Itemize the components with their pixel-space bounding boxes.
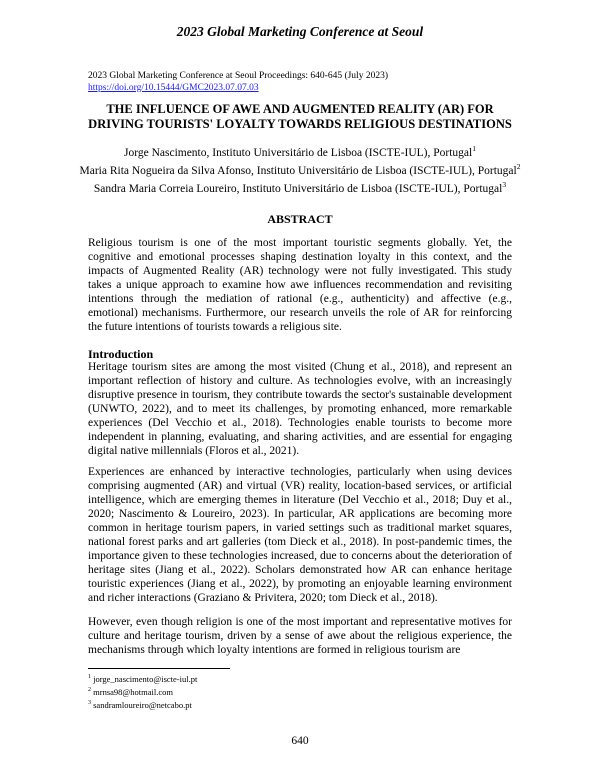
doi-link[interactable]: https://doi.org/10.15444/GMC2023.07.07.03 xyxy=(88,83,259,93)
abstract-heading: ABSTRACT xyxy=(267,212,333,226)
author-3: Sandra Maria Correia Loureiro, Instituto Universitário de Lisboa (ISCTE-IUL), Portugal$^3$ xyxy=(93,179,507,195)
footnote-mark-3: 3 xyxy=(502,179,507,189)
footnote-1: $^1$ jorge_nascimento@iscte-iul.pt xyxy=(88,673,198,684)
proceedings-citation: 2023 Global Marketing Conference at Seoul Proceedings: 640-645 (July 2023) xyxy=(88,71,388,81)
author-list xyxy=(60,142,540,195)
running-header: 2023 Global Marketing Conference at Seoul xyxy=(176,24,424,39)
abstract-text: Religious tourism is one of the most important touristic segments globally. Yet, the cognitive and emotional processes shaping destination loyalty in this context, and the impacts of Augmented Reality (AR) technology were not fully investigated. This study takes a unique approach to examine how awe influences recommendation and revisiting intentions through the mediation of rational (e.g., authenticity) and affective (e.g., emotional) mechanisms. Furthermore, our research unveils the role of AR for reinforcing the future intentions of tourists towards a religious site. xyxy=(88,237,512,333)
footnote-2: $^2$ mrnsa98@hotmail.com xyxy=(88,686,173,697)
footnotes xyxy=(88,672,197,710)
author-2: Maria Rita Nogueira da Silva Afonso, Instituto Universitário de Lisboa (ISCTE-IUL), Portugal$^2$ xyxy=(79,161,521,177)
page-number: 640 xyxy=(291,735,309,747)
proceedings-info xyxy=(88,70,388,94)
paper-title xyxy=(60,102,540,132)
title-line-2: DRIVING TOURISTS' LOYALTY TOWARDS RELIGIOUS DESTINATIONS xyxy=(88,117,512,131)
footnote-mark-2: 2 xyxy=(516,161,521,171)
intro-paragraph-2: Experiences are enhanced by interactive technologies, particularly when using devices comprising augmented (AR) and virtual (VR) reality, location-based services, or artificial intelligence, which are emerging themes in literature (Del Vecchio et al., 2018; Duy et al., 2020; Nascimento & Loureiro, 2023). In particular, AR applications are becoming more common in heritage tourism papers, in varied settings such as traditional market squares, national forest parks and art galleries (tom Dieck et al., 2018). In post-pandemic times, the importance given to these technologies increased, due to concerns about the deterioration of heritage sites (Jiang et al., 2022). Scholars demonstrated how AR can enhance heritage touristic experiences (Jiang et al., 2022), by promoting an enjoyable learning environment and richer interactions (Graziano & Privitera, 2020; tom Dieck et al., 2018). xyxy=(88,466,512,604)
intro-paragraph-1: Heritage tourism sites are among the most visited (Chung et al., 2018), and represent an important reflection of history and culture. As technologies evolve, with an increasingly disruptive presence in tourism, they contribute towards the sector's sustainable development (UNWTO, 2022), and to meet its challenges, by promoting enhanced, more remarkable experiences (Del Vecchio et al., 2018). Technologies enable tourists to become more independent in planning, evaluating, and sharing activities, and are essential for engaging digital native millennials (Floros et al., 2021). xyxy=(88,361,512,457)
footnote-3: $^3$ sandramloureiro@netcabo.pt xyxy=(88,699,192,710)
author-1: Jorge Nascimento, Instituto Universitário de Lisboa (ISCTE-IUL), Portugal$^1$ xyxy=(124,144,476,159)
introduction-heading: Introduction xyxy=(88,347,154,361)
footnote-mark-1: 1 xyxy=(472,144,476,153)
title-line-1: THE INFLUENCE OF AWE AND AUGMENTED REALITY (AR) FOR xyxy=(106,102,494,116)
footnote-separator xyxy=(88,668,230,669)
intro-paragraph-3: However, even though religion is one of the most important and representative motives for culture and heritage tourism, driven by a sense of awe about the religious experience, the mechanisms through which loyalty intentions are formed in religious tourism are xyxy=(88,616,512,656)
